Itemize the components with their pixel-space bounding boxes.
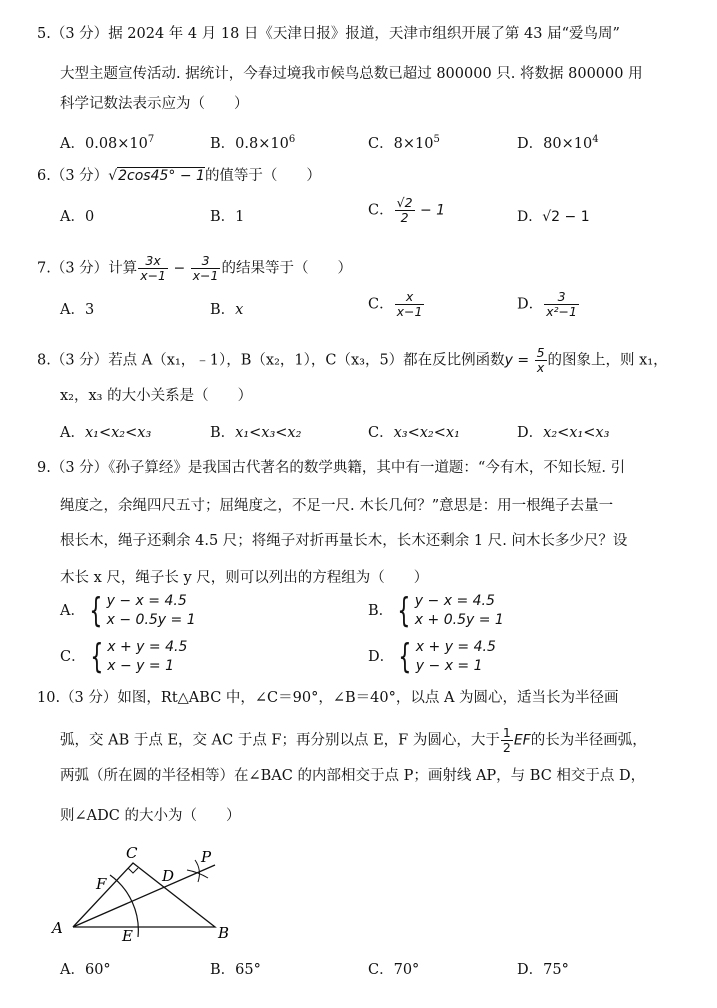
arc-p1 [195, 860, 199, 882]
q10-text-tail: 的长为半径画弧， [530, 732, 647, 749]
label-D: D [162, 867, 175, 885]
q9-option-b[interactable] [368, 592, 504, 630]
option-text: 1 [235, 209, 245, 225]
equation-system [107, 592, 196, 630]
fraction [395, 290, 425, 319]
q6-number: 6. [37, 168, 51, 184]
q7-number: 7. [37, 260, 51, 277]
equation: y − x = 4.5 [106, 593, 187, 609]
option-label: C． [368, 202, 394, 219]
option-text: 80×10 [543, 135, 593, 152]
q6-option-a[interactable] [60, 207, 94, 227]
q10-text: 弧，交 AB 于点 E，交 AC 于点 F；再分别以点 E，F 为圆心，大于 [60, 732, 500, 749]
equation: y − x = 1 [415, 658, 483, 674]
q5-line2: 大型主题宣传活动. 据统计，今春过境我市候鸟总数已超过 800000 只. 将数据 800000 用 [60, 66, 643, 82]
ray-ap [73, 865, 215, 927]
q5-option-b[interactable] [210, 130, 295, 154]
label-P: P [201, 848, 212, 866]
numerator: 1 [502, 725, 511, 740]
q10-option-b[interactable] [210, 960, 261, 980]
option-label: D． [517, 209, 543, 225]
q5-option-a[interactable] [60, 130, 154, 154]
q5-line3: 科学记数法表示应为（ ） [60, 96, 249, 112]
fraction [535, 346, 547, 375]
denominator: x−1 [192, 268, 219, 283]
option-label: B． [210, 425, 236, 441]
brace: { [397, 591, 411, 631]
option-label: D． [368, 649, 395, 665]
q5-option-d[interactable] [517, 130, 599, 154]
right-angle-mark [128, 868, 138, 873]
q7-option-b[interactable] [210, 300, 243, 320]
equation: x − 0.5y = 1 [106, 612, 196, 628]
numerator: 3 [544, 290, 579, 305]
q6-option-b[interactable] [210, 207, 244, 227]
fraction [544, 290, 579, 319]
arc-p2 [187, 870, 208, 878]
option-label: B． [210, 302, 236, 318]
option-text: 60° [84, 962, 111, 978]
q7-score: （3 分） [50, 260, 109, 277]
equation: x + 0.5y = 1 [414, 612, 504, 628]
exponent: 5 [433, 134, 440, 145]
fraction [138, 254, 168, 283]
equation: y − x = 4.5 [414, 593, 495, 609]
q8-option-b[interactable] [210, 423, 301, 443]
brace: { [89, 591, 103, 631]
label-C: C [126, 844, 138, 862]
q6-line1 [37, 166, 321, 186]
q10-score: （3 分） [60, 690, 118, 706]
exponent: 4 [592, 134, 599, 145]
q10-line4: 则∠ADC 的大小为（ ） [60, 808, 241, 824]
q6-option-c[interactable] [368, 196, 445, 225]
option-label: C． [368, 425, 394, 441]
option-text: x₁<x₂<x₃ [84, 425, 152, 441]
q9-line1 [37, 458, 625, 478]
option-label: C． [368, 962, 394, 978]
option-text: 0.08×10 [84, 135, 148, 152]
q9-line2: 绳度之，余绳四尺五寸；屈绳度之，不足一尺. 木长几何？”意思是：用一根绳子去量一 [60, 498, 614, 514]
q9-option-a[interactable] [60, 592, 196, 630]
denominator: x−1 [396, 304, 423, 319]
denominator: 2 [400, 210, 409, 225]
denominator: x−1 [140, 268, 167, 283]
q7-text: 计算 [108, 260, 138, 277]
option-label: A． [60, 135, 85, 152]
sqrt-sign: √ [108, 168, 118, 184]
q8-option-a[interactable] [60, 423, 151, 443]
label-F: F [96, 875, 107, 893]
equation-system [107, 638, 187, 676]
option-label: B． [210, 962, 236, 978]
option-text: x₁<x₃<x₂ [235, 425, 302, 441]
fraction [191, 254, 221, 283]
denominator: 2 [502, 740, 511, 755]
q9-score: （3 分） [50, 460, 109, 476]
option-label: D． [517, 425, 544, 441]
q10-option-c[interactable] [368, 960, 419, 980]
option-label: B． [210, 209, 236, 225]
q8-option-d[interactable] [517, 423, 609, 443]
option-label: C． [368, 296, 394, 313]
q6-expr: 2cos45° − 1 [118, 168, 205, 184]
label-E: E [122, 927, 133, 945]
option-text: x [235, 302, 244, 318]
option-label: B． [210, 135, 236, 152]
option-label: C． [60, 649, 86, 665]
numerator: √2 [396, 195, 413, 210]
option-label: A． [60, 603, 85, 619]
q7-tail: 的结果等于（ ） [221, 260, 352, 277]
q10-option-d[interactable] [517, 960, 569, 980]
q9-line3: 根长木，绳子还剩余 4.5 尺；将绳子对折再量长木，长木还剩余 1 尺. 问木长多少尺？设 [60, 533, 628, 549]
equation-system [416, 638, 496, 676]
option-label: A． [60, 425, 85, 441]
q8-line2: x₂，x₃ 的大小关系是（ ） [60, 388, 253, 404]
q8-number: 8. [37, 352, 51, 369]
denominator: x²−1 [546, 304, 577, 319]
brace: { [89, 637, 103, 677]
option-label: A． [60, 962, 85, 978]
q8-score: （3 分） [50, 352, 109, 369]
minus: − [169, 260, 190, 277]
label-B: B [218, 924, 230, 942]
numerator: 5 [536, 345, 545, 360]
q5-number: 5. [37, 26, 51, 42]
option-text: 0 [84, 209, 95, 225]
q9-number: 9. [37, 460, 51, 476]
q10-line2 [60, 726, 647, 755]
option-text: − 1 [415, 202, 446, 219]
q9-option-c[interactable] [60, 638, 187, 676]
option-text: 0.8×10 [235, 135, 289, 152]
y-equals: y = [504, 352, 534, 369]
label-A: A [52, 919, 63, 937]
q8-text-tail: 的图象上，则 x₁， [547, 352, 668, 369]
q9-text: 《孙子算经》是我国古代著名的数学典籍，其中有一道题：“今有木，不知长短. 引 [108, 460, 626, 476]
option-text: 3 [84, 302, 95, 318]
q9-line4: 木长 x 尺，绳子长 y 尺，则可以列出的方程组为（ ） [60, 570, 429, 586]
q7-option-c[interactable] [368, 290, 425, 319]
numerator: x [395, 290, 425, 305]
q5-text: 据 2024 年 4 月 18 日《天津日报》报道，天津市组织开展了第 43 届“爱鸟周” [108, 26, 620, 42]
fraction [501, 726, 513, 755]
option-text: √2 − 1 [542, 209, 590, 225]
option-text: x₂<x₁<x₃ [543, 425, 610, 441]
numerator: 3x [138, 254, 168, 269]
segment-ef: EF [513, 732, 531, 749]
exponent: 6 [288, 134, 296, 145]
q6-tail: 的值等于（ ） [204, 168, 321, 184]
option-label: A． [60, 302, 85, 318]
q5-score: （3 分） [50, 26, 109, 42]
q7-line1 [37, 254, 352, 283]
q8-line1 [37, 346, 668, 375]
equation: x + y = 4.5 [107, 639, 188, 655]
brace: { [398, 637, 412, 677]
equation-system [415, 592, 504, 630]
q8-text: 若点 A（x₁，﹣1），B（x₂，1），C（x₃，5）都在反比例函数 [108, 352, 505, 369]
option-label: C． [368, 135, 394, 152]
equation: x + y = 4.5 [415, 639, 496, 655]
numerator: 3 [191, 254, 221, 269]
q5-option-c[interactable] [368, 130, 440, 154]
q7-option-a[interactable] [60, 300, 94, 320]
option-label: A． [60, 209, 85, 225]
option-text: 75° [543, 962, 569, 978]
exponent: 7 [147, 134, 155, 145]
equation: x − y = 1 [107, 658, 174, 674]
denominator: x [536, 360, 545, 375]
q6-score: （3 分） [50, 168, 109, 184]
option-text: x₃<x₂<x₁ [393, 425, 460, 441]
option-label: B． [368, 603, 394, 619]
q6-expression [108, 167, 205, 184]
q8-option-c[interactable] [368, 423, 460, 443]
q10-option-a[interactable] [60, 960, 111, 980]
option-text: 65° [235, 962, 261, 978]
q9-option-d[interactable] [368, 638, 496, 676]
option-text: 70° [393, 962, 420, 978]
option-text: 8×10 [393, 135, 434, 152]
q10-text: 如图，Rt△ABC 中，∠C＝90°，∠B＝40°，以点 A 为圆心，适当长为半径画 [117, 690, 619, 706]
option-label: D． [517, 296, 544, 313]
triangle-figure [50, 830, 250, 950]
q10-line3: 两弧（所在圆的半径相等）在∠BAC 的内部相交于点 P；画射线 AP，与 BC 相交于点 D， [60, 768, 646, 784]
fraction [395, 196, 415, 225]
q7-option-d[interactable] [517, 290, 580, 319]
option-label: D． [517, 962, 544, 978]
q5-line1 [37, 24, 620, 44]
option-label: D． [517, 135, 544, 152]
q10-line1 [37, 688, 619, 708]
q6-option-d[interactable] [517, 207, 590, 227]
q10-number: 10. [37, 690, 61, 706]
